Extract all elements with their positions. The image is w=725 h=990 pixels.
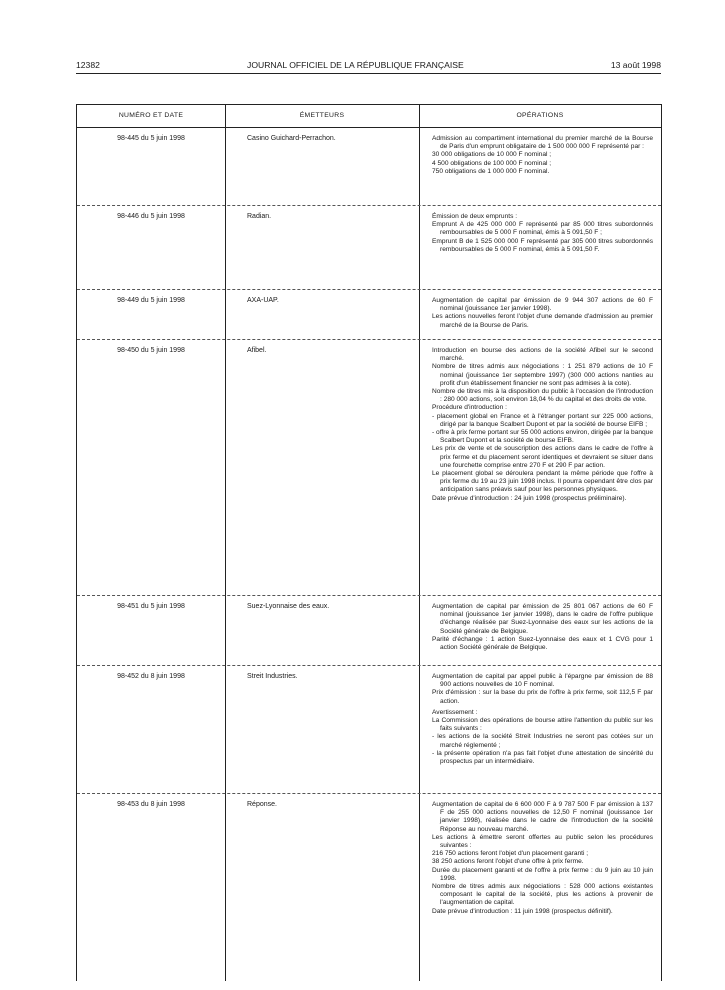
row-numero: 98-445 du 5 juin 1998	[117, 135, 185, 142]
row-numero: 98-453 du 8 juin 1998	[117, 801, 185, 808]
row-operations	[432, 347, 653, 503]
operation-line: Émission de deux emprunts :	[432, 213, 518, 220]
header-rule	[76, 73, 661, 74]
operation-line: Introduction en bourse des actions de la société Afibel sur le second marché.	[432, 347, 653, 363]
operation-line: Les actions nouvelles feront l'objet d'une demande d'admission au premier marché de la Bourse de Paris.	[432, 313, 653, 329]
table-row	[77, 289, 661, 339]
table-row	[77, 205, 661, 289]
operation-line: Avertissement :	[432, 708, 478, 716]
operation-line: 216 750 actions feront l'objet d'un placement garanti ;	[432, 850, 589, 858]
table-header	[77, 105, 661, 128]
page-number: 12382	[76, 60, 100, 70]
row-emetteur: Radian.	[247, 213, 272, 220]
operation-line: 38 250 actions feront l'objet d'une offre à prix ferme.	[432, 858, 584, 866]
operation-line: Date prévue d'introduction : 11 juin 1998 (prospectus définitif).	[432, 907, 613, 915]
row-operations	[432, 135, 653, 176]
column-header-emetteurs: ÉMETTEURS	[299, 112, 345, 119]
issue-date: 13 août 1998	[610, 60, 661, 70]
operation-line: - les actions de la société Streit Industries ne seront pas cotées sur un marché réglementé ;	[432, 733, 653, 749]
operation-line: - offre à prix ferme portant sur 55 000 actions environ, dirigée par la banque Scalbert Dupont et la société de bourse EIFB.	[432, 429, 653, 445]
table-row	[77, 127, 661, 205]
row-numero: 98-449 du 5 juin 1998	[117, 297, 185, 304]
operation-line: Les prix de vente et de souscription des actions dans le cadre de l'offre à prix ferme et du placement seront identiques et devraient se situer dans une fourchette comprise entre 270 F et 290 F par action.	[432, 445, 653, 469]
operation-line: Durée du placement garanti et de l'offre à prix ferme : du 9 juin au 10 juin 1998.	[432, 866, 653, 882]
row-numero: 98-446 du 5 juin 1998	[117, 213, 185, 220]
row-operations	[432, 297, 653, 330]
operation-line: Augmentation de capital de 6 600 000 F à 9 787 500 F par émission à 137 F de 255 000 actions nouvelles de 12,50 F nominal (jouissance 1er janvier 1998), réalisée dans le cadre de l'introduction de la société Réponse au nouveau marché.	[432, 801, 653, 833]
operation-line: Prix d'émission : sur la base du prix de l'offre à prix ferme, soit 112,5 F par action.	[432, 689, 653, 705]
table-row	[77, 339, 661, 595]
column-header-numero: NUMÉRO ET DATE	[118, 112, 184, 119]
operation-line: Parité d'échange : 1 action Suez-Lyonnaise des eaux et 1 CVG pour 1 action Société générale de Belgique.	[432, 635, 653, 652]
operation-line: - la présente opération n'a pas fait l'objet d'une attestation de sincérité du prospectus par un intermédiaire.	[432, 749, 653, 766]
operation-line: Augmentation de capital par émission de 9 944 307 actions de 60 F nominal (jouissance 1er janvier 1998).	[432, 297, 653, 313]
operation-line: Nombre de titres admis aux négociations : 528 000 actions existantes composant le capital de la société, plus les actions à provenir de l'augmentation de capital.	[432, 883, 653, 907]
row-emetteur: Suez-Lyonnaise des eaux.	[247, 603, 330, 610]
operation-line: 30 000 obligations de 10 000 F nominal ;	[432, 151, 552, 159]
table-row	[77, 595, 661, 665]
row-numero: 98-450 du 5 juin 1998	[117, 347, 185, 354]
row-numero: 98-452 du 8 juin 1998	[117, 673, 185, 680]
operations-table	[76, 104, 662, 981]
table-row	[77, 665, 661, 793]
operation-line: Admission au compartiment international du premier marché de la Bourse de Paris d'un emprunt obligataire de 1 500 000 000 F représenté par :	[432, 135, 653, 151]
row-emetteur: Casino Guichard-Perrachon.	[247, 135, 336, 142]
row-emetteur: Afibel.	[247, 347, 267, 354]
operation-line: La Commission des opérations de bourse attire l'attention du public sur les faits suivants :	[432, 717, 653, 733]
operation-line: Nombre de titres mis à la disposition du public à l'occasion de l'introduction : 280 000 actions, soit environ 18,04 % du capital et des droits de vote.	[432, 388, 653, 404]
operation-line: Les actions à émettre seront offertes au public selon les procédures suivantes :	[432, 833, 653, 850]
operation-line: Procédure d'introduction :	[432, 404, 507, 412]
row-emetteur: Réponse.	[247, 801, 277, 808]
operation-line: Nombre de titres admis aux négociations : 1 251 879 actions de 10 F nominal (jouissance 1er septembre 1997) (300 000 actions nanties au profit d'un établissement financier ne sont pas admises à la cote).	[432, 363, 653, 387]
row-numero: 98-451 du 5 juin 1998	[117, 603, 185, 610]
operation-line: Augmentation de capital par émission de 25 801 067 actions de 60 F nominal (jouissance 1er janvier 1998), dans le cadre de l'offre publique d'échange réalisée par Suez-Lyonnaise des eaux sur les actions de la Société générale de Belgique.	[432, 603, 653, 635]
operation-line: 4 500 obligations de 100 000 F nominal ;	[432, 159, 552, 167]
page-header	[76, 55, 661, 75]
row-operations	[432, 673, 653, 766]
row-operations	[432, 213, 653, 254]
row-emetteur: Streit Industries.	[247, 673, 298, 680]
operation-line: - placement global en France et à l'étranger portant sur 225 000 actions, dirigé par la banque Scalbert Dupont et par la société de bourse EIFB ;	[432, 412, 653, 428]
row-operations	[432, 603, 653, 652]
journal-title: JOURNAL OFFICIEL DE LA RÉPUBLIQUE FRANÇAISE	[247, 60, 464, 70]
row-operations	[432, 801, 653, 916]
operation-line: Augmentation de capital par appel public à l'épargne par émission de 88 900 actions nouvelles de 10 F nominal.	[432, 673, 653, 689]
column-header-operations: OPÉRATIONS	[516, 112, 564, 119]
row-emetteur: AXA-UAP.	[247, 297, 279, 304]
table-row	[77, 793, 661, 981]
operation-line: Emprunt A de 425 000 000 F représenté par 85 000 titres subordonnés remboursables de 5 000 F nominal, émis à 5 091,50 F ;	[432, 221, 653, 237]
operation-line: Date prévue d'introduction : 24 juin 1998 (prospectus préliminaire).	[432, 494, 627, 502]
operation-line: 750 obligations de 1 000 000 F nominal.	[432, 167, 550, 175]
operation-line: Emprunt B de 1 525 000 000 F représenté par 305 000 titres subordonnés remboursables de 5 000 F nominal, émis à 5 091,50 F.	[432, 237, 653, 253]
operation-line: Le placement global se déroulera pendant la même période que l'offre à prix ferme du 19 au 23 juin 1998 inclus. Il pourra cependant être clos par anticipation sans préavis sauf pour les personnes physiques.	[432, 470, 653, 494]
